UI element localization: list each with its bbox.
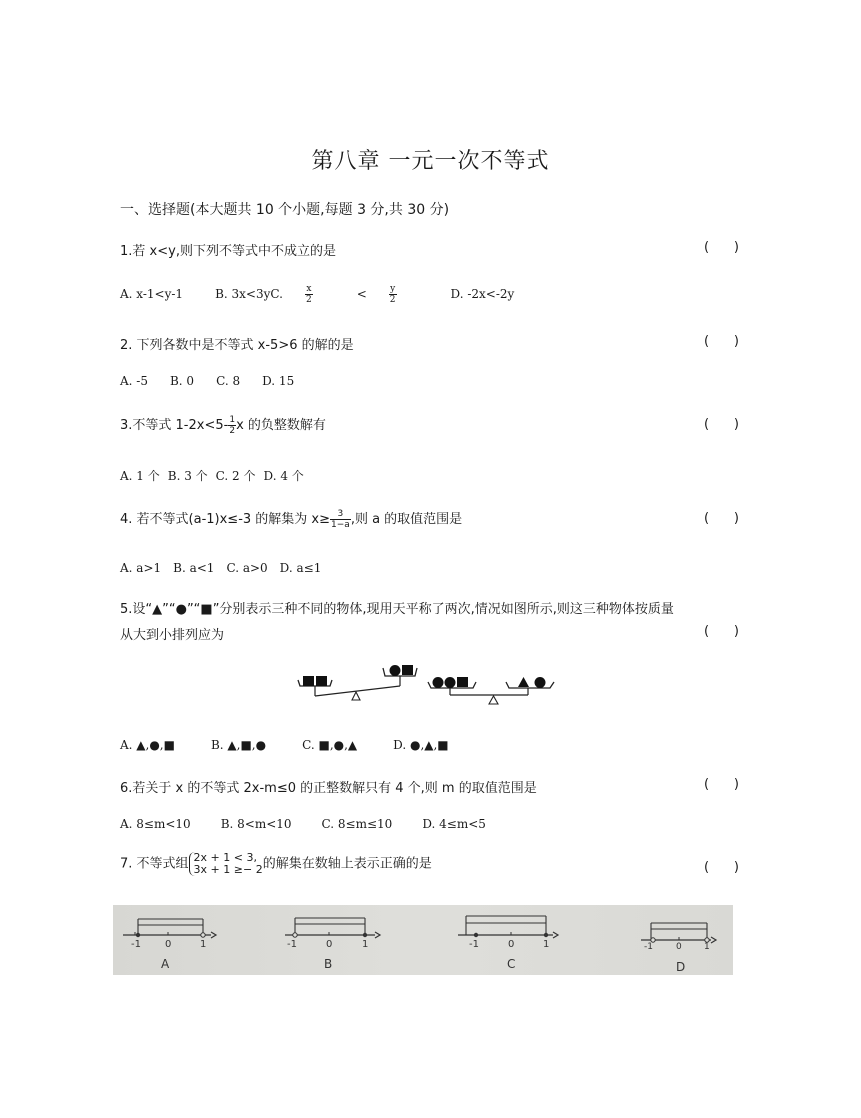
balance-scales-figure (290, 660, 570, 708)
answer-paren-4: ( ) (704, 511, 739, 526)
question-1-options (120, 284, 536, 305)
answer-paren-5: ( ) (704, 624, 739, 639)
option-d: D. a≤1 (279, 561, 322, 575)
option-d: D. -2x<-2y (450, 287, 515, 301)
svg-text:0: 0 (508, 939, 515, 950)
option-c: C. $\frac{x}{2}$ < $\frac{y}{2}$ (270, 284, 396, 305)
question-4-options (120, 561, 343, 575)
option-c: C. 2 个 (215, 469, 256, 483)
option-a: A. a>1 (120, 561, 162, 575)
square-icon (402, 665, 413, 675)
option-c: C. 8 (216, 374, 241, 388)
svg-text:-1: -1 (469, 939, 479, 950)
answer-paren-2: ( ) (704, 334, 739, 349)
option-a: A. -5 (120, 374, 148, 388)
option-b: B. 3 个 (167, 469, 208, 483)
balance-scale-1 (298, 665, 417, 700)
square-icon (457, 677, 468, 687)
svg-text:-1: -1 (644, 942, 653, 952)
question-3-stem: 3.不等式 1-2x<5- $\frac{1}{2}$ x 的负整数解有 (120, 415, 326, 436)
circle-icon (535, 677, 546, 688)
circle-icon (390, 665, 401, 676)
option-d: D. ●,▲,■ (393, 738, 449, 752)
circle-icon (445, 677, 456, 688)
answer-paren-3: ( ) (704, 417, 739, 432)
question-6-options (120, 817, 508, 831)
option-b: B. 8<m<10 (220, 817, 292, 831)
section-heading: 一、选择题(本大题共 10 个小题,每题 3 分,共 30 分) (120, 202, 450, 218)
option-a: A. 1 个 (120, 469, 160, 483)
option-c: C. a>0 (226, 561, 268, 575)
number-line-options (113, 905, 733, 975)
svg-text:1: 1 (200, 939, 207, 950)
option-c: C. ■,●,▲ (302, 738, 358, 752)
label-d: D (676, 960, 686, 974)
balance-scale-2 (428, 677, 554, 704)
question-5-stem-line2: 从大到小排列应为 (120, 628, 225, 643)
question-2-stem: 2. 下列各数中是不等式 x-5>6 的解的是 (120, 338, 354, 353)
svg-text:1: 1 (543, 939, 550, 950)
page-title: 第八章 一元一次不等式 (311, 149, 550, 174)
svg-text:-1: -1 (131, 939, 141, 950)
option-d: D. 15 (262, 374, 295, 388)
option-b: B. ▲,■,● (210, 738, 267, 752)
option-a: A. x-1<y-1 (120, 287, 184, 301)
option-a: A. ▲,●,■ (120, 738, 175, 752)
svg-text:0: 0 (676, 942, 682, 952)
svg-text:0: 0 (326, 939, 333, 950)
option-d: D. 4 个 (263, 469, 304, 483)
question-2-options (120, 374, 316, 388)
triangle-icon (518, 677, 529, 687)
svg-text:0: 0 (165, 939, 172, 950)
question-4-stem: 4. 若不等式(a-1)x≤-3 的解集为 x≥ $\frac{3}{1-a}$ ,则 a 的取值范围是 (120, 509, 463, 530)
label-a: A (161, 957, 170, 971)
circle-icon (433, 677, 444, 688)
label-c: C (507, 957, 516, 971)
svg-text:1: 1 (362, 939, 369, 950)
square-icon (303, 676, 314, 686)
answer-paren-6: ( ) (704, 777, 739, 792)
answer-paren-1: ( ) (704, 240, 739, 255)
option-d: D. 4≤m<5 (422, 817, 486, 831)
svg-text:1: 1 (704, 942, 710, 952)
option-b: B. a<1 (173, 561, 215, 575)
question-3-options (120, 467, 326, 484)
square-icon (316, 676, 327, 686)
question-5-stem-line1: 5.设“▲”“●”“■”分别表示三种不同的物体,现用天平称了两次,情况如图所示,则这三种物体按质量 (120, 602, 674, 617)
question-1-stem: 1.若 x<y,则下列不等式中不成立的是 (120, 244, 336, 259)
label-b: B (324, 957, 333, 971)
question-6-stem: 6.若关于 x 的不等式 2x-m≤0 的正整数解只有 4 个,则 m 的取值范围是 (120, 781, 537, 796)
svg-text:-1: -1 (287, 939, 297, 950)
option-b: B. 0 (169, 374, 195, 388)
option-c: C. 8≤m≤10 (321, 817, 393, 831)
option-b: B. 3x<3y (215, 287, 271, 301)
answer-paren-7: ( ) (704, 860, 739, 875)
question-5-options (120, 738, 471, 752)
question-7-stem: 7. 不等式组 2x + 1 < 3, 3x + 1 ≥− 2 的解集在数轴上表示正确的是 (120, 851, 432, 876)
option-a: A. 8≤m<10 (120, 817, 191, 831)
